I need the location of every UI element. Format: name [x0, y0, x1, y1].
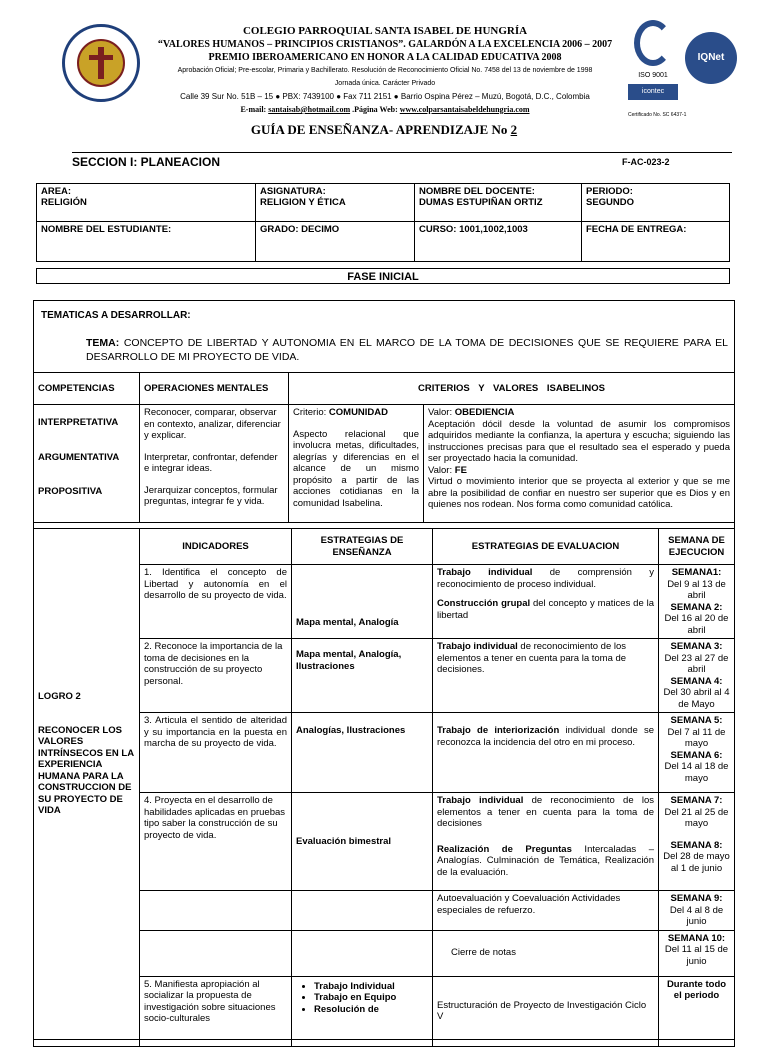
guide-title: GUÍA DE ENSEÑANZA- APRENDIZAJE No 2 [250, 122, 518, 137]
school-header [150, 25, 620, 116]
form-code: F-AC-023-2 [622, 157, 670, 167]
week-all-period: Durante todo el periodo [659, 976, 735, 1046]
mental-ops-list: Reconocer, comparar, observar en contexto, analizar, diferenciar y explicar. Interpretar, confrontar, defender e integrar ideas. Jerarquizar conceptos, formular preguntas, integrar fe y vida. [140, 405, 289, 523]
info-table [36, 183, 730, 262]
phase-title: FASE INICIAL [36, 268, 730, 284]
logro-cell: LOGRO 2 RECONOCER LOS VALORES INTRÍNSECOS EN LA EXPERIENCIA HUMANA PARA LA CONSTRUCCION DE SU PROYECTO DE VIDA [34, 529, 140, 1047]
values-cell: Valor: OBEDIENCIA Aceptación dócil desde la voluntad de asumir los compromisos adquiridos mediante la confianza, la apertura y escucha; siguiendo las instrucciones precisas para que el resultado sea el esperado y pueda ser proyectado hacia la comunidad. Valor: FE Virtud o movimiento interior que se proyecta al exterior y que se me abre la posibilidad de confiar en nuestro ser superior que es Dios y en quienes nos rodean. Nos forma como comunidad católica. [424, 405, 735, 523]
iso-label: ISO 9001 [638, 72, 668, 79]
week-1-2: SEMANA1: Del 9 al 13 de abril SEMANA 2: Del 16 al 20 de abril [659, 565, 735, 639]
evaluation-7: Estructuración de Proyecto de Investigación Ciclo V [433, 976, 659, 1046]
header-divider [72, 152, 732, 153]
course-cell: CURSO: 1001,1002,1003 [415, 222, 582, 262]
indicator-2: 2. Reconoce la importancia de la toma de decisiones en la construcción de su proyecto personal. [140, 639, 292, 713]
evaluation-1: Trabajo individual de comprensión y reconocimiento de proceso individual. Construcción grupal del concepto y matices de la libertad [433, 565, 659, 639]
school-contact: E-mail: santaisab@hotmail.com .Página Web: www.colparsantaisabeldehungria.com [240, 105, 530, 114]
period-cell: PERIODO: SEGUNDO [582, 184, 730, 222]
indicator-empty-2 [140, 930, 292, 976]
evaluation-header: ESTRATEGIAS DE EVALUACION [433, 529, 659, 565]
teaching-5 [292, 976, 433, 1046]
school-approval: Aprobación Oficial; Pre-escolar, Primaria y Bachillerato. Resolución de Reconocimiento Oficial No. 7458 del 13 de noviembre de 1998 [177, 67, 593, 74]
indicator-1: 1. Identifica el concepto de Libertad y autonomía en el desarrollo de su proyecto de vida. [140, 565, 292, 639]
teaching-header: ESTRATEGIAS DE ENSEÑANZA [292, 529, 433, 565]
teaching-empty-1 [292, 891, 433, 931]
indicator-4: 4. Proyecta en el desarrollo de habilidades aplicadas en pruebas tipo saber la construcción de su proyecto de vida. [140, 793, 292, 891]
delivery-date-cell[interactable]: FECHA DE ENTREGA: [582, 222, 730, 262]
indicator-5: 5. Manifiesta apropiación al socializar la propuesta de investigación sobre situaciones socio-culturales [140, 976, 292, 1046]
teaching-4: Evaluación bimestral [292, 793, 433, 891]
certificate-label: Certificado No. SC 6437-1 [628, 112, 687, 118]
planning-table [33, 528, 735, 1047]
week-header: SEMANA DE EJECUCION [659, 529, 735, 565]
school-motto: “VALORES HUMANOS – PRINCIPIOS CRISTIANOS”. GALARDÓN A LA EXCELENCIA 2006 – 2007 [157, 39, 613, 50]
competencies-table [33, 372, 735, 523]
area-cell: AREA: RELIGIÓN [37, 184, 256, 222]
evaluation-2: Trabajo individual de reconocimiento de los elementos a tener en cuenta para la toma de decisiones. [433, 639, 659, 713]
section-title: SECCION I: PLANEACION [72, 155, 221, 169]
evaluation-3: Trabajo de interiorización individual donde se reconozca la incidencia del otro en mi proceso. [433, 713, 659, 793]
week-7-8: SEMANA 7: Del 21 al 25 de mayo SEMANA 8: Del 28 de mayo al 1 de junio [659, 793, 735, 891]
guide-number: 2 [510, 122, 518, 137]
school-address: Calle 39 Sur No. 51B – 15 ● PBX: 7439100 ● Fax 711 2151 ● Barrio Ospina Pérez – Muzú, Bogotá, D.C., Colombia [180, 92, 590, 101]
teaching-5-item: • Resolución de [314, 1004, 428, 1016]
iqnet-logo [685, 32, 737, 84]
criteria-header: CRITERIOS Y VALORES ISABELINOS [289, 373, 735, 405]
week-5-6: SEMANA 5: Del 7 al 11 de mayo SEMANA 6: Del 14 al 18 de mayo [659, 713, 735, 793]
teaching-5-item: • Trabajo en Equipo [314, 992, 428, 1004]
evaluation-6: Cierre de notas [433, 930, 659, 976]
indicator-empty-1 [140, 891, 292, 931]
topic-text: TEMA: CONCEPTO DE LIBERTAD Y AUTONOMIA EN EL MARCO DE LA TOMA DE DECISIONES QUE SE REQUIERE PARA EL DESARROLLO DE MI PROYECTO DE VIDA. [86, 337, 729, 363]
teaching-1: Mapa mental, Analogía [292, 565, 433, 639]
evaluation-5: Autoevaluación y Coevaluación Actividades especiales de refuerzo. [433, 891, 659, 931]
icontec-logo [628, 20, 687, 120]
week-3-4: SEMANA 3: Del 23 al 27 de abril SEMANA 4: Del 30 abril al 4 de Mayo [659, 639, 735, 713]
competencies-header: COMPETENCIAS [34, 373, 140, 405]
school-schedule: Jornada única. Carácter Privado [334, 80, 436, 87]
iqnet-label: IQNet [697, 52, 725, 63]
teaching-2: Mapa mental, Analogía, Ilustraciones [292, 639, 433, 713]
teaching-3: Analogías, Ilustraciones [292, 713, 433, 793]
website-link[interactable]: www.colparsantaisabeldehungria.com [399, 105, 530, 114]
criterion-cell: Criterio: COMUNIDAD Aspecto relacional que involucra metas, dificultades, alegrías y diferencias en el alcance de un mismo propósito a partir de las acciones cotidianas en la comunidad Isabelina. [289, 405, 424, 523]
evaluation-4: Trabajo individual de reconocimiento de los elementos a tener en cuenta para la toma de decisiones Realización de Preguntas Intercaladas – Analogías. Culminación de Temática, Realización de la evaluación. [433, 793, 659, 891]
week-9: SEMANA 9: Del 4 al 8 de junio [659, 891, 735, 931]
week-10: SEMANA 10: Del 11 al 15 de junio [659, 930, 735, 976]
indicator-3: 3. Articula el sentido de alteridad y su importancia en la puesta en marcha de su proyecto de vida. [140, 713, 292, 793]
indicators-header: INDICADORES [140, 529, 292, 565]
email-link[interactable]: santaisab@hotmail.com [268, 105, 351, 114]
teacher-cell: NOMBRE DEL DOCENTE: DUMAS ESTUPIÑAN ORTIZ [415, 184, 582, 222]
teaching-5-item: • Trabajo Individual [314, 981, 428, 993]
topics-title: TEMATICAS A DESARROLLAR: [41, 310, 191, 321]
school-seal-logo [62, 24, 140, 102]
school-name: COLEGIO PARROQUIAL SANTA ISABEL DE HUNGRÍA [242, 25, 528, 37]
grade-cell: GRADO: DECIMO [256, 222, 415, 262]
competencies-list: INTERPRETATIVA ARGUMENTATIVA PROPOSITIVA [34, 405, 140, 523]
icontec-label: icontec [628, 84, 678, 100]
school-award: PREMIO IBEROAMERICANO EN HONOR A LA CALIDAD EDUCATIVA 2008 [208, 52, 562, 63]
teaching-empty-2 [292, 930, 433, 976]
subject-cell: ASIGNATURA: RELIGION Y ÉTICA [256, 184, 415, 222]
mental-ops-header: OPERACIONES MENTALES [140, 373, 289, 405]
student-name-cell[interactable]: NOMBRE DEL ESTUDIANTE: [37, 222, 256, 262]
